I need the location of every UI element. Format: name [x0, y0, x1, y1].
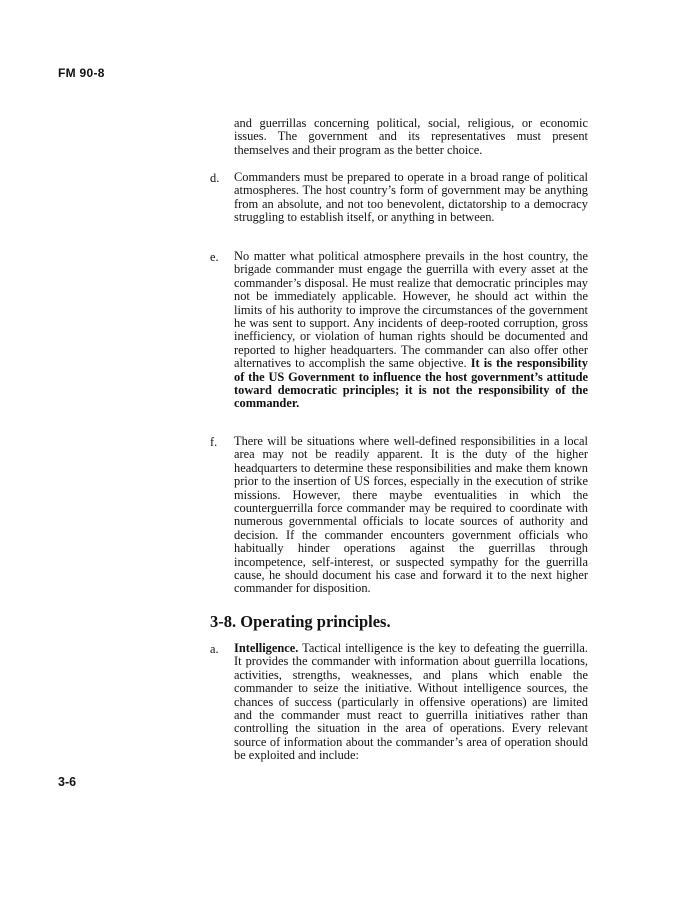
paragraph-d-text: Commanders must be prepared to operate in a broad range of political atmospheres. The host country’s form of government may be anything from an absolute, and not too benevolent, dictatorship to a democracy struggling to establish itself, or anything in between. [234, 170, 588, 225]
paragraph-e-letter: e. [210, 250, 219, 264]
page-number: 3-6 [58, 775, 77, 789]
paragraph-a-body: Tactical intelligence is the key to defeating the guerrilla. It provides the commander with information about guerrilla locations, activities, strengths, weaknesses, and plans which enable the commander to seize the initiative. Without intelligence sources, the chances of success (particularly in offensive operations) are limited and the commander must react to guerrilla initiatives rather than controlling the situation in the area of operations. Every relevant source of information about the commander’s area of operation should be exploited and include: [234, 641, 588, 763]
paragraph-e-body: No matter what political atmosphere prevails in the host country, the brigade commander must engage the guerrilla with every asset at the commander’s disposal. He must realize that democratic principles may not be immediately applicable. However, he should act within the limits of his authority to improve the circumstances of the government he was sent to support. Any incidents of deep-rooted corruption, gross inefficiency, or violation of human rights should be documented and reported to higher headquarters. The commander can also offer other alternatives to accomplish the same objective. [234, 249, 588, 371]
paragraph-a-text [234, 642, 588, 763]
paragraph-e [210, 250, 588, 411]
paragraph-e-emphasis: It is the responsibility of the US Government to influence the host government’s attitude toward democratic principles; it is not the responsibility of the commander. [234, 356, 588, 411]
paragraph-d-letter: d. [210, 171, 220, 185]
paragraph-f [210, 435, 588, 596]
paragraph-e-text [234, 250, 588, 411]
paragraph-f-text: There will be situations where well-defined responsibilities in a local area may not be readily apparent. It is the duty of the higher headquarters to determine these responsibilities and make them known prior to the insertion of US forces, especially in the execution of strike missions. However, there maybe eventualities in which the counterguerrilla force commander may be required to coordinate with numerous governmental officials to locate sources of authority and decision. If the commander encounters government officials who habitually hinder operations against the guerrillas through incompetence, self-interest, or suspected sympathy for the guerrilla cause, he should document his case and forward it to the next higher commander for disposition. [234, 434, 588, 596]
paragraph-d [210, 171, 588, 225]
running-header: FM 90-8 [58, 66, 105, 80]
paragraph-a-title: Intelligence. [234, 641, 299, 655]
paragraph-f-letter: f. [210, 435, 218, 449]
paragraph-a-letter: a. [210, 642, 219, 656]
paragraph-a [210, 642, 588, 763]
section-heading: 3-8. Operating principles. [210, 612, 391, 631]
continuation-paragraph: and guerrillas concerning political, social, religious, or economic issues. The government and its representatives must present themselves and their program as the better choice. [234, 116, 588, 157]
